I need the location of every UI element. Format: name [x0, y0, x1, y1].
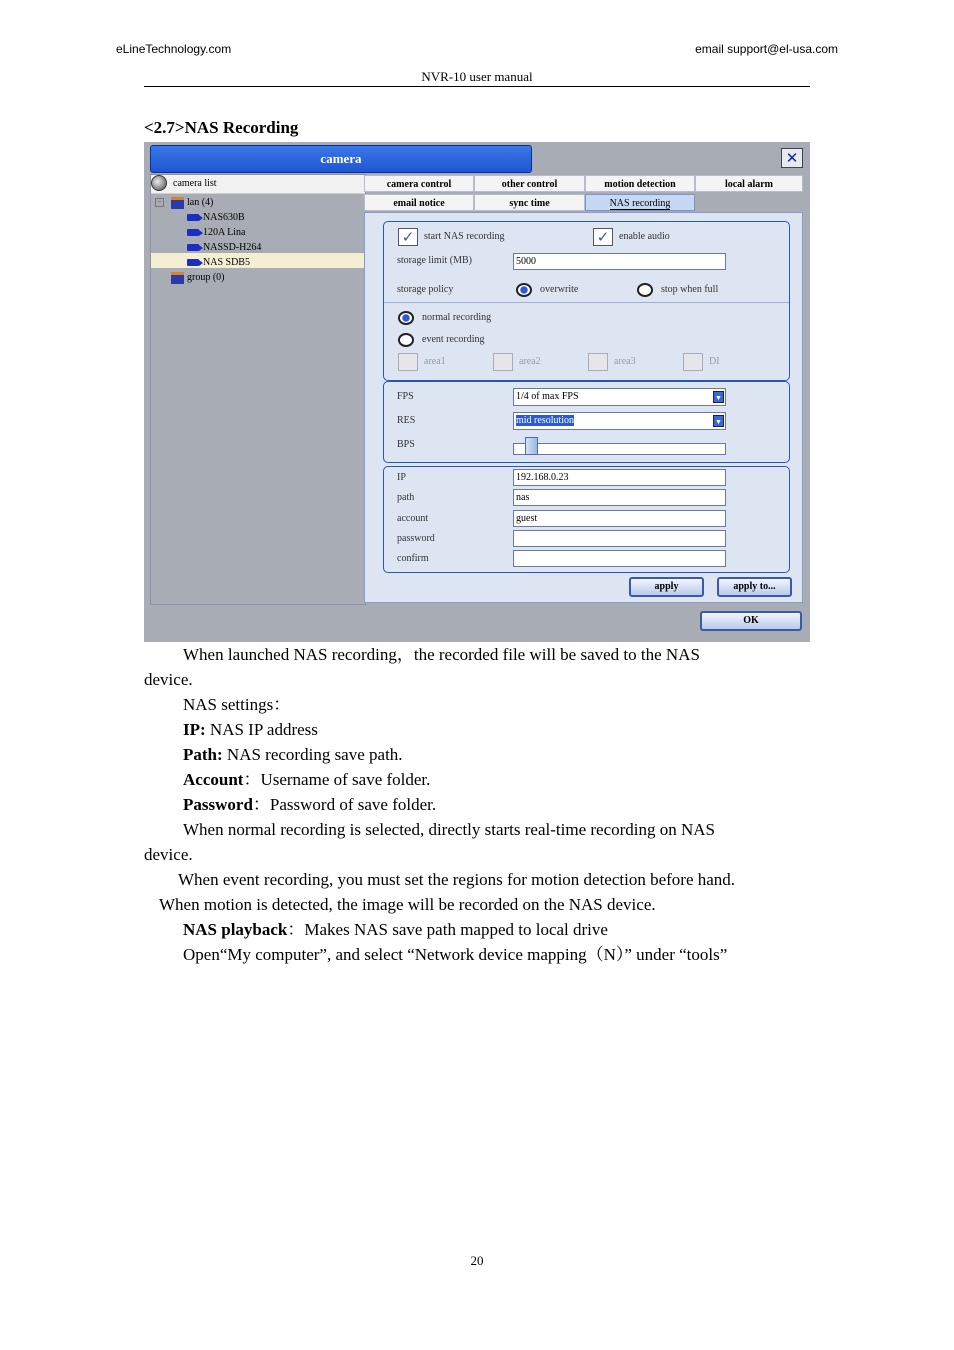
- password-definition: [183, 792, 436, 817]
- di-label: DI: [709, 356, 720, 367]
- path-label: path: [397, 492, 415, 503]
- tree-camera-label: NAS630B: [203, 212, 245, 223]
- fps-select[interactable]: 1/4 of max FPS: [513, 388, 726, 406]
- area2-label: area2: [519, 356, 541, 367]
- playback-definition: [183, 917, 608, 942]
- storage-policy-label: storage policy: [397, 284, 454, 295]
- paragraph: NAS settings：: [183, 695, 291, 714]
- bps-slider-handle[interactable]: [525, 437, 538, 455]
- res-select[interactable]: [513, 412, 726, 430]
- header-email: email support@el-usa.com: [695, 42, 838, 56]
- window-title: camera: [150, 145, 532, 173]
- area3-checkbox[interactable]: [588, 353, 608, 371]
- tree-camera-label: NASSD-H264: [203, 242, 262, 253]
- camera-window: [144, 142, 810, 642]
- header-site: eLineTechnology.com: [116, 42, 232, 56]
- tab-email-notice[interactable]: email notice: [364, 194, 474, 211]
- tree-item-lan[interactable]: [151, 196, 365, 210]
- normal-recording-label: normal recording: [422, 312, 492, 323]
- definition: ：Makes NAS save path mapped to local drive: [287, 920, 608, 939]
- enable-audio-checkbox[interactable]: ✓: [593, 228, 613, 246]
- res-label: RES: [397, 415, 416, 426]
- confirm-label: confirm: [397, 553, 429, 564]
- header-rule: [144, 86, 810, 87]
- tab-local-alarm[interactable]: local alarm: [695, 175, 803, 192]
- paragraph: When normal recording is selected, directly starts real-time recording on NAS: [183, 820, 716, 839]
- apply-button[interactable]: apply: [629, 577, 704, 597]
- bps-slider-track[interactable]: [513, 443, 726, 455]
- camera-icon: [187, 229, 199, 236]
- camera-icon: [187, 214, 199, 221]
- account-label: account: [397, 513, 429, 524]
- apply-to-button[interactable]: apply to...: [717, 577, 792, 597]
- paragraph: device.: [144, 670, 193, 689]
- term: Path:: [183, 745, 223, 764]
- ok-button[interactable]: OK: [700, 611, 802, 631]
- paragraph: When launched NAS recording，the recorded file will be saved to the NAS: [183, 645, 700, 664]
- path-definition: [183, 742, 403, 767]
- tab-camera-control[interactable]: camera control: [364, 175, 474, 192]
- storage-limit-label: storage limit (MB): [397, 255, 472, 266]
- page-number: 20: [470, 1253, 484, 1268]
- tree-item-camera[interactable]: [187, 211, 245, 225]
- storage-limit-input[interactable]: 5000: [513, 253, 726, 270]
- res-selected-value: mid resolution: [516, 415, 575, 426]
- tree-item-camera[interactable]: [187, 256, 250, 270]
- tab-motion-detection[interactable]: motion detection: [585, 175, 695, 192]
- ip-input[interactable]: 192.168.0.23: [513, 469, 726, 486]
- enable-audio-label: enable audio: [619, 231, 670, 242]
- tree-group-label: group (0): [187, 272, 225, 283]
- section-title: <2.7>NAS Recording: [144, 118, 299, 137]
- paragraph: When motion is detected, the image will be recorded on the NAS device.: [159, 895, 656, 914]
- tab-nas-recording[interactable]: [585, 194, 695, 211]
- password-label: password: [397, 533, 435, 544]
- tree-item-camera[interactable]: [187, 241, 261, 255]
- area1-checkbox[interactable]: [398, 353, 418, 371]
- tab-other-control[interactable]: other control: [474, 175, 585, 192]
- term: Password: [183, 795, 253, 814]
- camera-list-label: camera list: [173, 178, 217, 189]
- bps-label: BPS: [397, 439, 415, 450]
- normal-recording-radio[interactable]: [398, 311, 414, 325]
- definition: NAS IP address: [205, 720, 318, 739]
- overwrite-radio[interactable]: [516, 283, 532, 297]
- password-input[interactable]: [513, 530, 726, 547]
- term: IP:: [183, 720, 206, 739]
- term: NAS playback: [183, 920, 288, 939]
- stop-when-full-radio[interactable]: [637, 283, 653, 297]
- start-nas-recording-label: start NAS recording: [424, 231, 505, 242]
- ip-label: IP: [397, 472, 406, 483]
- collapse-icon[interactable]: −: [155, 198, 164, 207]
- event-recording-radio[interactable]: [398, 333, 414, 347]
- start-nas-recording-checkbox[interactable]: ✓: [398, 228, 418, 246]
- paragraph: When event recording, you must set the regions for motion detection before hand.: [178, 870, 736, 889]
- tree-lan-label: lan (4): [187, 197, 214, 208]
- area2-checkbox[interactable]: [493, 353, 513, 371]
- camera-icon: [187, 259, 199, 266]
- account-definition: [183, 767, 430, 792]
- definition: ：Password of save folder.: [252, 795, 437, 814]
- folder-icon: [171, 197, 184, 209]
- tab-nas-recording-label: NAS recording: [609, 198, 671, 209]
- tree-camera-label: NAS SDB5: [203, 257, 250, 268]
- header-manual-title: NVR-10 user manual: [421, 69, 533, 84]
- path-input[interactable]: nas: [513, 489, 726, 506]
- stop-when-full-label: stop when full: [661, 284, 719, 295]
- chevron-down-icon[interactable]: ▼: [713, 415, 724, 427]
- term: Account: [183, 770, 244, 789]
- camera-list-radio-icon[interactable]: [151, 175, 167, 191]
- folder-icon: [171, 272, 184, 284]
- event-recording-label: event recording: [422, 334, 485, 345]
- confirm-input[interactable]: [513, 550, 726, 567]
- camera-list-panel: [150, 174, 366, 605]
- tree-item-camera[interactable]: [187, 226, 246, 240]
- group-divider: [384, 302, 789, 303]
- camera-list-header: [151, 175, 365, 194]
- area1-label: area1: [424, 356, 446, 367]
- overwrite-label: overwrite: [540, 284, 579, 295]
- paragraph: Open“My computer”, and select “Network device mapping（N）” under “tools”: [183, 945, 728, 964]
- chevron-down-icon[interactable]: ▼: [713, 391, 724, 403]
- fps-label: FPS: [397, 391, 414, 402]
- tree-camera-label: 120A Lina: [203, 227, 246, 238]
- di-checkbox[interactable]: [683, 353, 703, 371]
- tab-sync-time[interactable]: sync time: [474, 194, 585, 211]
- ip-definition: [183, 717, 318, 742]
- area3-label: area3: [614, 356, 636, 367]
- account-input[interactable]: guest: [513, 510, 726, 527]
- definition: ：Username of save folder.: [243, 770, 431, 789]
- paragraph: device.: [144, 845, 193, 864]
- tree-item-group[interactable]: [171, 271, 225, 285]
- camera-icon: [187, 244, 199, 251]
- definition: NAS recording save path.: [222, 745, 403, 764]
- close-x-icon[interactable]: ✕: [781, 148, 803, 168]
